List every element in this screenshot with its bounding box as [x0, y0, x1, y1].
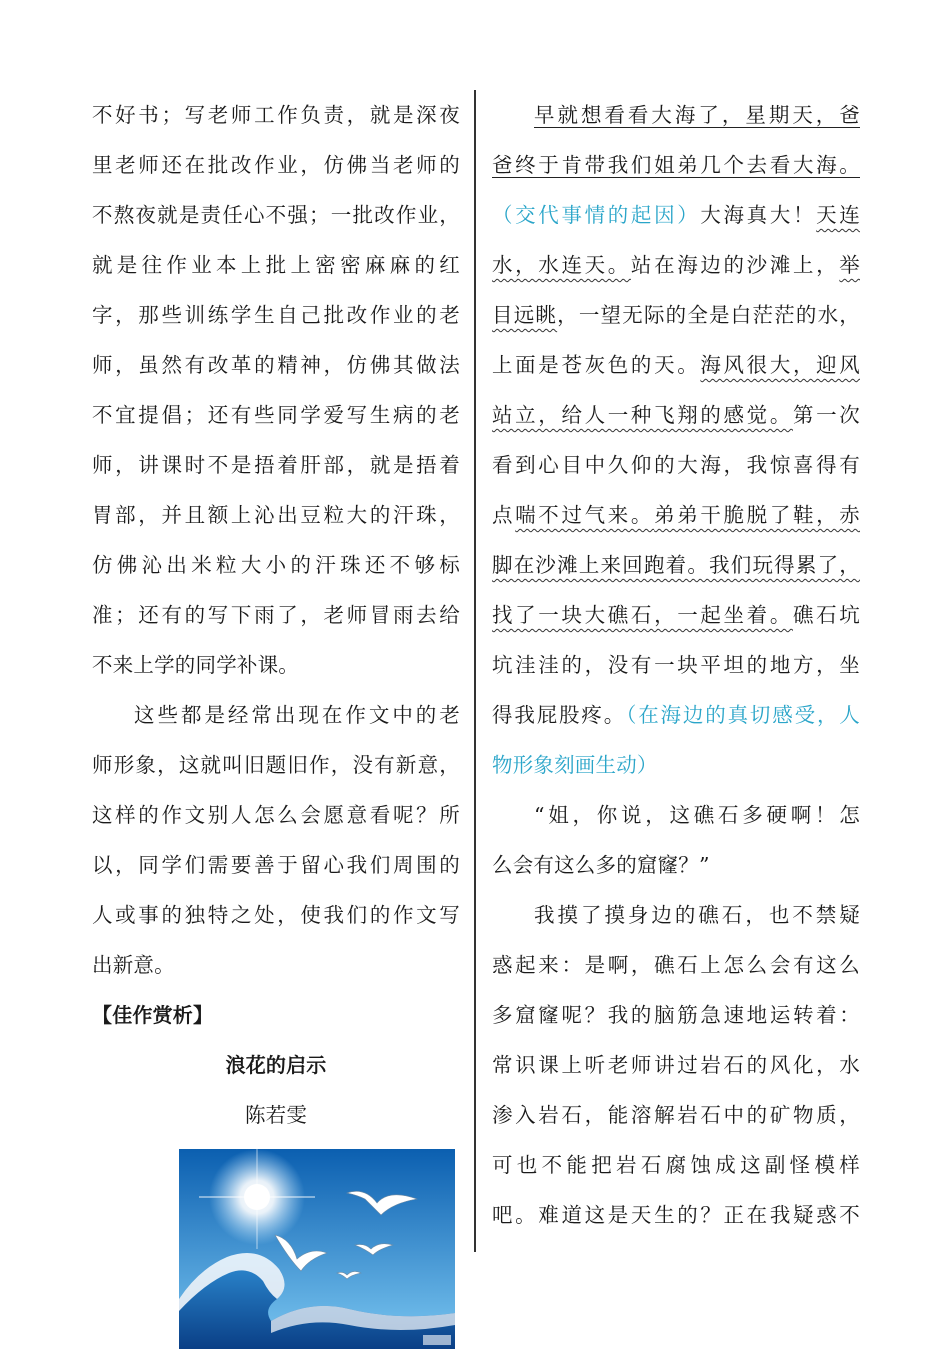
- left-text-line: 字，那些训练学生自己批改作业的老: [92, 303, 460, 327]
- right-text-line: [492, 740, 860, 790]
- text-segment: 渗入岩石，能溶解岩石中的矿物质，: [492, 1103, 860, 1127]
- text-segment: 第一次: [792, 403, 860, 427]
- annotation-note: （在海边的真切感受，人: [626, 703, 860, 727]
- right-text-line: [492, 1040, 860, 1090]
- right-text-line: [492, 940, 860, 990]
- left-text-line: 人或事的独特之处，使我们的作文写: [92, 903, 460, 927]
- ocean-illustration-svg: [179, 1149, 455, 1349]
- wavy-underlined-text: 找了一块大礁石，一起坐着。: [492, 603, 793, 627]
- right-text-line: [492, 640, 860, 690]
- column-divider: [474, 90, 476, 1252]
- text-segment: 大海真大！: [700, 203, 817, 227]
- section-heading: 【佳作赏析】: [92, 1003, 214, 1027]
- essay-author: 陈若雯: [244, 1103, 308, 1127]
- right-text-line: [492, 840, 860, 890]
- text-segment: 么会有这么多的窟窿？”: [492, 853, 710, 877]
- left-text-line: 仿佛沁出米粒大小的汗珠还不够标: [92, 553, 460, 577]
- left-text-line: 师形象，这就叫旧题旧作，没有新意，: [92, 753, 460, 777]
- wavy-underlined-text: 海风很大，迎风: [700, 353, 860, 377]
- wavy-underlined-text: 目远眺: [492, 303, 558, 327]
- left-text-line: 不好书；写老师工作负责，就是深夜: [92, 103, 460, 127]
- text-segment: 可也不能把岩石腐蚀成这副怪模样: [492, 1153, 860, 1177]
- wavy-underlined-text: 站立，给人一种飞翔的感觉。: [492, 403, 793, 427]
- text-segment: 点: [492, 503, 516, 527]
- ocean-illustration: [179, 1149, 455, 1349]
- left-text-line: 这样的作文别人怎么会愿意看呢？所: [92, 803, 460, 827]
- right-text-line: [492, 540, 860, 590]
- left-text-line: 不熬夜就是责任心不强；一批改作业，: [92, 203, 460, 227]
- right-text-line: [492, 690, 860, 740]
- left-text-line: 出新意。: [92, 953, 175, 977]
- text-segment: ，一望无际的全是白茫茫的水，: [557, 303, 860, 327]
- left-text-line: 师，虽然有改革的精神，仿佛其做法: [92, 353, 460, 377]
- left-text-line: 不来上学的同学补课。: [92, 653, 299, 677]
- left-text-line: 这些都是经常出现在作文中的老: [134, 703, 460, 727]
- right-text-line: [492, 590, 860, 640]
- wavy-underlined-text: 脚在沙滩上来回跑着。我们玩得累了，: [492, 553, 860, 577]
- left-text-line: 以，同学们需要善于留心我们周围的: [92, 853, 460, 877]
- right-text-line: [492, 390, 860, 440]
- left-text-line: 里老师还在批改作业，仿佛当老师的: [92, 153, 460, 177]
- text-segment: 我摸了摸身边的礁石，也不禁疑: [534, 903, 860, 927]
- left-text-line: 师，讲课时不是捂着肝部，就是捂着: [92, 453, 460, 477]
- text-segment: 礁石坑: [792, 603, 860, 627]
- text-segment: 站在海边的沙滩上，: [630, 253, 840, 277]
- annotation-note: （交代事情的起因）: [492, 203, 701, 227]
- left-text-line: 就是往作业本上批上密密麻麻的红: [92, 253, 460, 277]
- right-text-line: [492, 1140, 860, 1190]
- underlined-text: 早就想看看大海了，星期天，爸: [534, 103, 860, 127]
- wavy-underlined-text: 水，水连天。: [492, 253, 631, 277]
- right-column: [492, 90, 860, 1240]
- right-text-line: [492, 490, 860, 540]
- right-text-line: [492, 240, 860, 290]
- wavy-underlined-text: 举: [839, 253, 860, 277]
- right-text-line: [492, 190, 860, 240]
- right-text-line: [492, 1090, 860, 1140]
- underlined-text: 爸终于肯带我们姐弟几个去看大海。: [492, 153, 860, 177]
- annotation-note: 物形象刻画生动）: [492, 753, 658, 777]
- left-text-line: 胃部，并且额上沁出豆粒大的汗珠，: [92, 503, 460, 527]
- text-segment: 得我屁股疼。: [492, 703, 627, 727]
- essay-title: 浪花的启示: [225, 1053, 327, 1077]
- right-text-line: [492, 440, 860, 490]
- left-text-line: 不宜提倡；还有些同学爱写生病的老: [92, 403, 460, 427]
- left-column-text: [92, 90, 460, 990]
- right-text-line: [492, 1190, 860, 1240]
- text-segment: 惑起来：是啊，礁石上怎么会有这么: [492, 953, 860, 977]
- text-segment: 坑洼洼的，没有一块平坦的地方，坐: [492, 653, 860, 677]
- text-segment: 上面是苍灰色的天。: [492, 353, 701, 377]
- right-text-line: [492, 340, 860, 390]
- right-text-line: [492, 290, 860, 340]
- right-text-line: [492, 890, 860, 940]
- text-segment: 吧。难道这是天生的？正在我疑惑不: [492, 1203, 860, 1227]
- text-segment: 多窟窿呢？我的脑筋急速地运转着：: [492, 1003, 860, 1027]
- left-column: [92, 90, 460, 1140]
- left-text-line: 准；还有的写下雨了，老师冒雨去给: [92, 603, 460, 627]
- text-segment: 看到心目中久仰的大海，我惊喜得有: [492, 453, 860, 477]
- right-text-line: [492, 90, 860, 140]
- wavy-underlined-text: 喘不过气来。: [515, 503, 655, 527]
- text-segment: 常识课上听老师讲过岩石的风化，水: [492, 1053, 860, 1077]
- right-text-line: [492, 140, 860, 190]
- text-segment: “姐，你说，这礁石多硬啊！怎: [534, 803, 860, 827]
- right-text-line: [492, 790, 860, 840]
- right-text-line: [492, 990, 860, 1040]
- wavy-underlined-text: 弟弟干脆脱了鞋，赤: [654, 503, 860, 527]
- wavy-underlined-text: 天连: [816, 203, 860, 227]
